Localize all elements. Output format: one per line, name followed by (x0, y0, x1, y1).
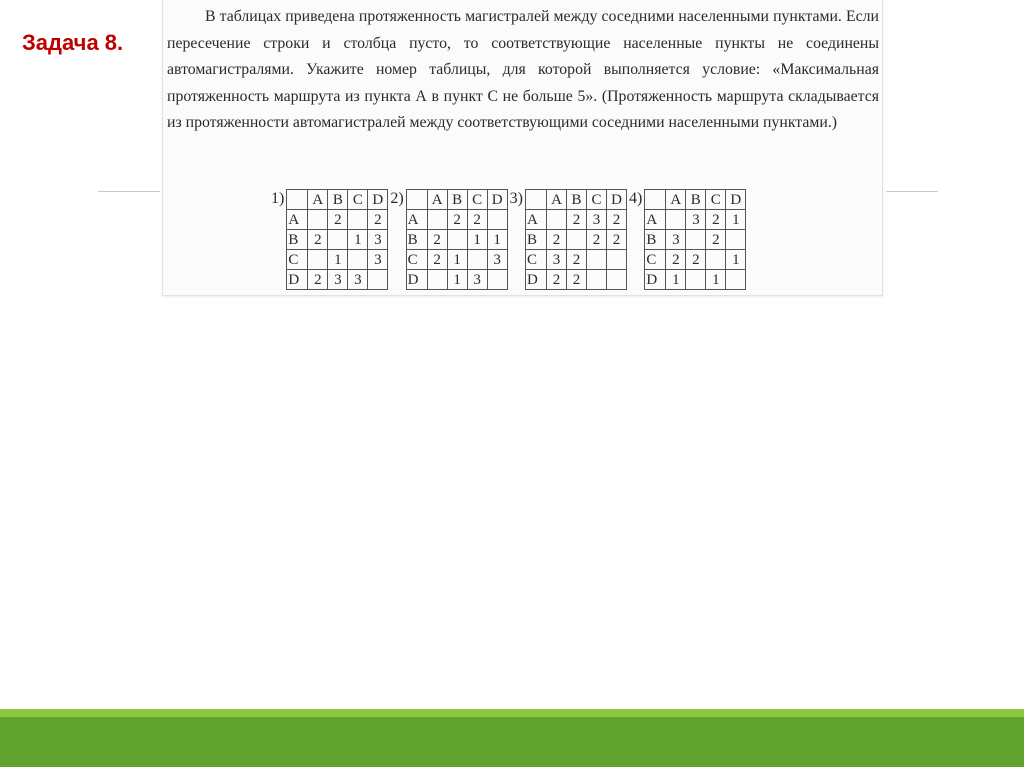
table-row (406, 210, 507, 230)
table-corner-cell (287, 190, 308, 210)
table-row (525, 270, 626, 290)
table-cell: 2 (328, 210, 348, 230)
table-row (406, 230, 507, 250)
table-row (406, 250, 507, 270)
table-header-cell: C (467, 190, 487, 210)
table-number: 1) (271, 190, 285, 207)
table-header-cell: C (706, 190, 726, 210)
table-cell: 1 (467, 230, 487, 250)
table-row (645, 270, 746, 290)
table-cell (487, 210, 507, 230)
table-cell: 1 (328, 250, 348, 270)
table-row (287, 270, 388, 290)
table-cell: 2 (447, 210, 467, 230)
table-cell: 1 (706, 270, 726, 290)
divider-left (98, 191, 160, 192)
table-cell: 2 (666, 250, 686, 270)
table-cell: 2 (566, 270, 586, 290)
table-row (525, 250, 626, 270)
table-header-cell: D (606, 190, 626, 210)
table-cell (666, 210, 686, 230)
table-header-row (525, 190, 626, 210)
table-cell: 1 (726, 250, 746, 270)
tables-row (271, 189, 748, 290)
table-row-header: A (645, 210, 666, 230)
table-row-header: C (287, 250, 308, 270)
table-header-cell: B (566, 190, 586, 210)
distance-table (525, 189, 627, 290)
table-header-cell: A (546, 190, 566, 210)
table-cell (368, 270, 388, 290)
table-cell: 2 (566, 250, 586, 270)
table-cell (328, 230, 348, 250)
table-cell (606, 270, 626, 290)
table-cell (348, 250, 368, 270)
table-row (287, 210, 388, 230)
table-row-header: B (287, 230, 308, 250)
table-row (525, 210, 626, 230)
table-row-header: D (287, 270, 308, 290)
table-cell: 2 (706, 230, 726, 250)
table-row-header: D (525, 270, 546, 290)
table-cell (447, 230, 467, 250)
table-row (645, 210, 746, 230)
table-cell: 3 (467, 270, 487, 290)
table-option-1 (271, 189, 388, 290)
table-header-cell: D (368, 190, 388, 210)
table-cell: 3 (666, 230, 686, 250)
table-cell (586, 250, 606, 270)
table-row (287, 230, 388, 250)
table-cell: 2 (566, 210, 586, 230)
table-cell (487, 270, 507, 290)
table-row (645, 250, 746, 270)
table-cell (726, 230, 746, 250)
table-cell: 1 (487, 230, 507, 250)
table-cell (427, 270, 447, 290)
table-row-header: A (287, 210, 308, 230)
table-cell: 2 (427, 230, 447, 250)
table-row-header: C (525, 250, 546, 270)
table-cell: 2 (586, 230, 606, 250)
table-number: 2) (390, 190, 404, 207)
table-row-header: C (406, 250, 427, 270)
table-cell (706, 250, 726, 270)
table-cell (546, 210, 566, 230)
table-row-header: D (645, 270, 666, 290)
distance-table (286, 189, 388, 290)
table-row (525, 230, 626, 250)
table-cell (686, 230, 706, 250)
table-cell (308, 250, 328, 270)
table-cell: 2 (308, 230, 328, 250)
table-header-cell: A (308, 190, 328, 210)
footer-bar (0, 717, 1024, 767)
table-header-row (645, 190, 746, 210)
table-header-cell: A (666, 190, 686, 210)
table-cell (606, 250, 626, 270)
table-header-row (287, 190, 388, 210)
table-row (645, 230, 746, 250)
table-cell: 3 (546, 250, 566, 270)
table-row-header: A (525, 210, 546, 230)
table-header-cell: C (348, 190, 368, 210)
table-cell: 1 (726, 210, 746, 230)
table-cell: 2 (427, 250, 447, 270)
table-cell: 3 (586, 210, 606, 230)
table-cell: 3 (348, 270, 368, 290)
table-header-cell: D (487, 190, 507, 210)
table-cell: 1 (666, 270, 686, 290)
table-cell (686, 270, 706, 290)
table-cell (467, 250, 487, 270)
table-cell (726, 270, 746, 290)
table-cell (308, 210, 328, 230)
table-header-cell: B (686, 190, 706, 210)
table-cell: 1 (447, 250, 467, 270)
table-cell: 2 (308, 270, 328, 290)
table-cell: 2 (606, 230, 626, 250)
table-cell: 1 (447, 270, 467, 290)
table-cell (427, 210, 447, 230)
table-row-header: A (406, 210, 427, 230)
table-header-cell: B (447, 190, 467, 210)
table-row-header: B (406, 230, 427, 250)
table-row (287, 250, 388, 270)
table-header-cell: A (427, 190, 447, 210)
table-corner-cell (645, 190, 666, 210)
footer-accent-stripe (0, 709, 1024, 717)
table-option-3 (510, 189, 627, 290)
table-cell: 3 (368, 250, 388, 270)
distance-table (644, 189, 746, 290)
table-header-row (406, 190, 507, 210)
table-cell (348, 210, 368, 230)
table-cell (586, 270, 606, 290)
table-header-cell: B (328, 190, 348, 210)
table-row-header: D (406, 270, 427, 290)
table-cell: 2 (686, 250, 706, 270)
table-header-cell: C (586, 190, 606, 210)
table-number: 4) (628, 190, 643, 207)
table-row-header: B (525, 230, 546, 250)
table-option-2 (390, 189, 507, 290)
table-cell: 3 (487, 250, 507, 270)
slide-title: Задача 8. (22, 30, 124, 55)
table-cell (566, 230, 586, 250)
table-cell: 2 (368, 210, 388, 230)
table-cell: 3 (328, 270, 348, 290)
table-corner-cell (406, 190, 427, 210)
table-option-4 (629, 189, 746, 290)
task-image (162, 0, 883, 296)
table-cell: 2 (546, 270, 566, 290)
table-row-header: C (645, 250, 666, 270)
table-cell: 2 (546, 230, 566, 250)
table-row-header: B (645, 230, 666, 250)
table-cell: 3 (368, 230, 388, 250)
table-header-cell: D (726, 190, 746, 210)
task-text: В таблицах приведена протяженность магистралей между соседними населенными пунктами. Если пересечение строки и столбца пусто, то соответствующие населенные пункты не соединены автомагистралями. Укажите номер таблицы, для которой выполняется условие: «Максимальная протяженность маршрута из пункта А в пункт С не больше 5». (Протяженность маршрута складывается из протяженности автомагистралей между соответствующими соседними населенными пунктами.) (167, 8, 879, 131)
table-row (406, 270, 507, 290)
table-cell: 2 (706, 210, 726, 230)
table-cell: 2 (606, 210, 626, 230)
table-cell: 2 (467, 210, 487, 230)
table-cell: 3 (686, 210, 706, 230)
distance-table (406, 189, 508, 290)
table-cell: 1 (348, 230, 368, 250)
table-corner-cell (525, 190, 546, 210)
table-number: 3) (509, 190, 523, 207)
divider-right (886, 191, 938, 192)
